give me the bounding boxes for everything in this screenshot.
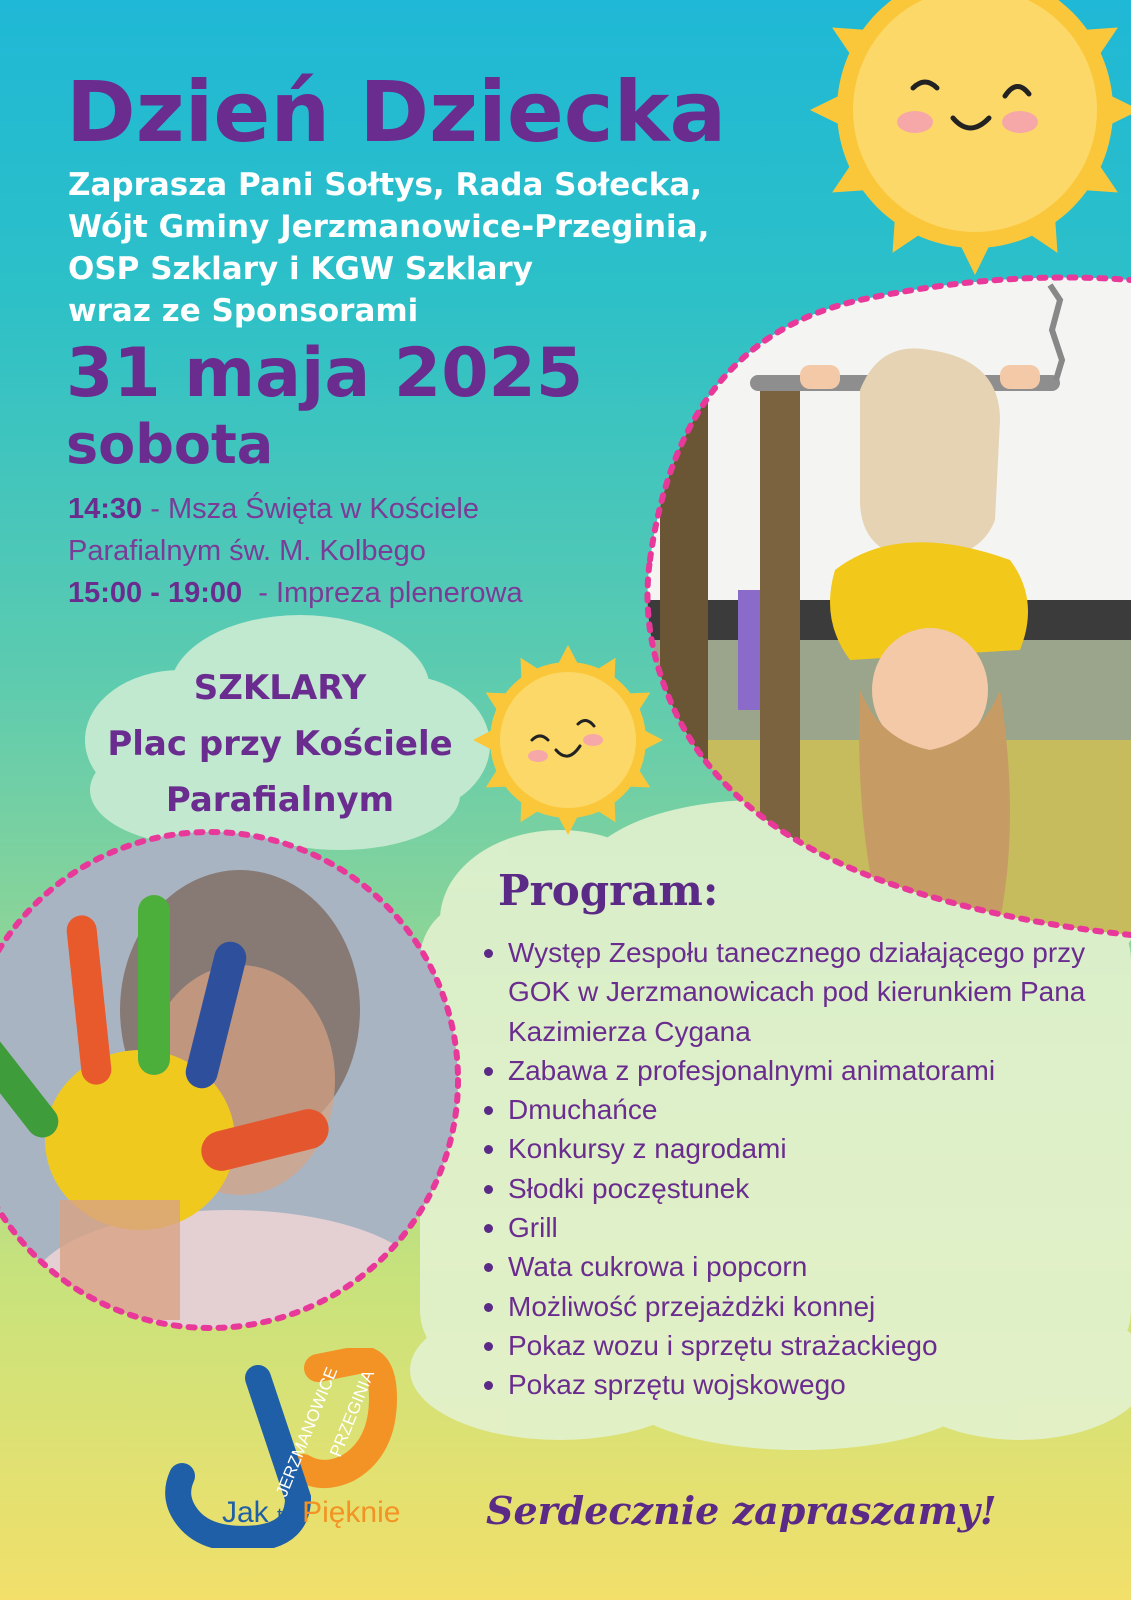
- schedule-text: - Msza Święta w Kościele: [142, 493, 479, 525]
- program-item: Możliwość przejażdżki konnej: [480, 1287, 1110, 1326]
- schedule: [68, 488, 628, 614]
- logo-blue-word: JERZMANOWICE: [272, 1364, 342, 1500]
- big-sun-icon: [800, 0, 1131, 310]
- event-weekday: sobota: [66, 413, 274, 476]
- closing-invitation: Serdecznie zapraszamy!: [486, 1488, 997, 1533]
- program-item: Wata cukrowa i popcorn: [480, 1247, 1110, 1286]
- schedule-text: - Impreza plenerowa: [242, 577, 523, 609]
- inviter-line: Zaprasza Pani Sołtys, Rada Sołecka,: [68, 167, 703, 203]
- program-item: Grill: [480, 1208, 1110, 1247]
- program-item: Pokaz sprzętu wojskowego: [480, 1365, 1110, 1404]
- location-line: Parafialnym: [165, 780, 395, 820]
- schedule-time: 14:30: [68, 493, 143, 525]
- program-item: Zabawa z profesjonalnymi animatorami: [480, 1051, 1110, 1090]
- municipality-logo: [108, 1348, 428, 1548]
- program-list: [480, 933, 1110, 1405]
- schedule-continuation: Parafialnym św. M. Kolbego: [68, 535, 426, 567]
- program-title: Program:: [498, 866, 719, 915]
- program-item: Konkursy z nagrodami: [480, 1129, 1110, 1168]
- logo-slogan: [222, 1496, 400, 1530]
- small-sun-icon: [468, 640, 668, 840]
- poster-title: Dzień Dziecka: [66, 63, 727, 161]
- event-date: 31 maja 2025: [66, 334, 584, 413]
- logo-slogan-b: tu: [277, 1505, 294, 1527]
- schedule-time: 15:00 - 19:00: [68, 577, 243, 609]
- inviters-block: [68, 164, 768, 332]
- program-item: Dmuchańce: [480, 1090, 1110, 1129]
- location: [100, 660, 460, 828]
- inviter-line: wraz ze Sponsorami: [68, 293, 419, 329]
- location-village: SZKLARY: [193, 668, 367, 708]
- program-item: Słodki poczęstunek: [480, 1169, 1110, 1208]
- logo-orange-word: PRZEGINIA: [326, 1367, 379, 1460]
- program-item: Występ Zespołu tanecznego działającego przy GOK w Jerzmanowicach pod kierunkiem Pana Kazimierza Cygana: [480, 933, 1110, 1051]
- logo-slogan-a: Jak: [222, 1496, 269, 1529]
- inviter-line: OSP Szklary i KGW Szklary: [68, 251, 533, 287]
- schedule-item: [68, 488, 628, 530]
- logo-slogan-c: Pięknie: [302, 1496, 401, 1529]
- schedule-item: [68, 572, 628, 614]
- inviter-line: Wójt Gminy Jerzmanowice-Przeginia,: [68, 209, 710, 245]
- program-item: Pokaz wozu i sprzętu strażackiego: [480, 1326, 1110, 1365]
- location-line: Plac przy Kościele: [107, 724, 453, 764]
